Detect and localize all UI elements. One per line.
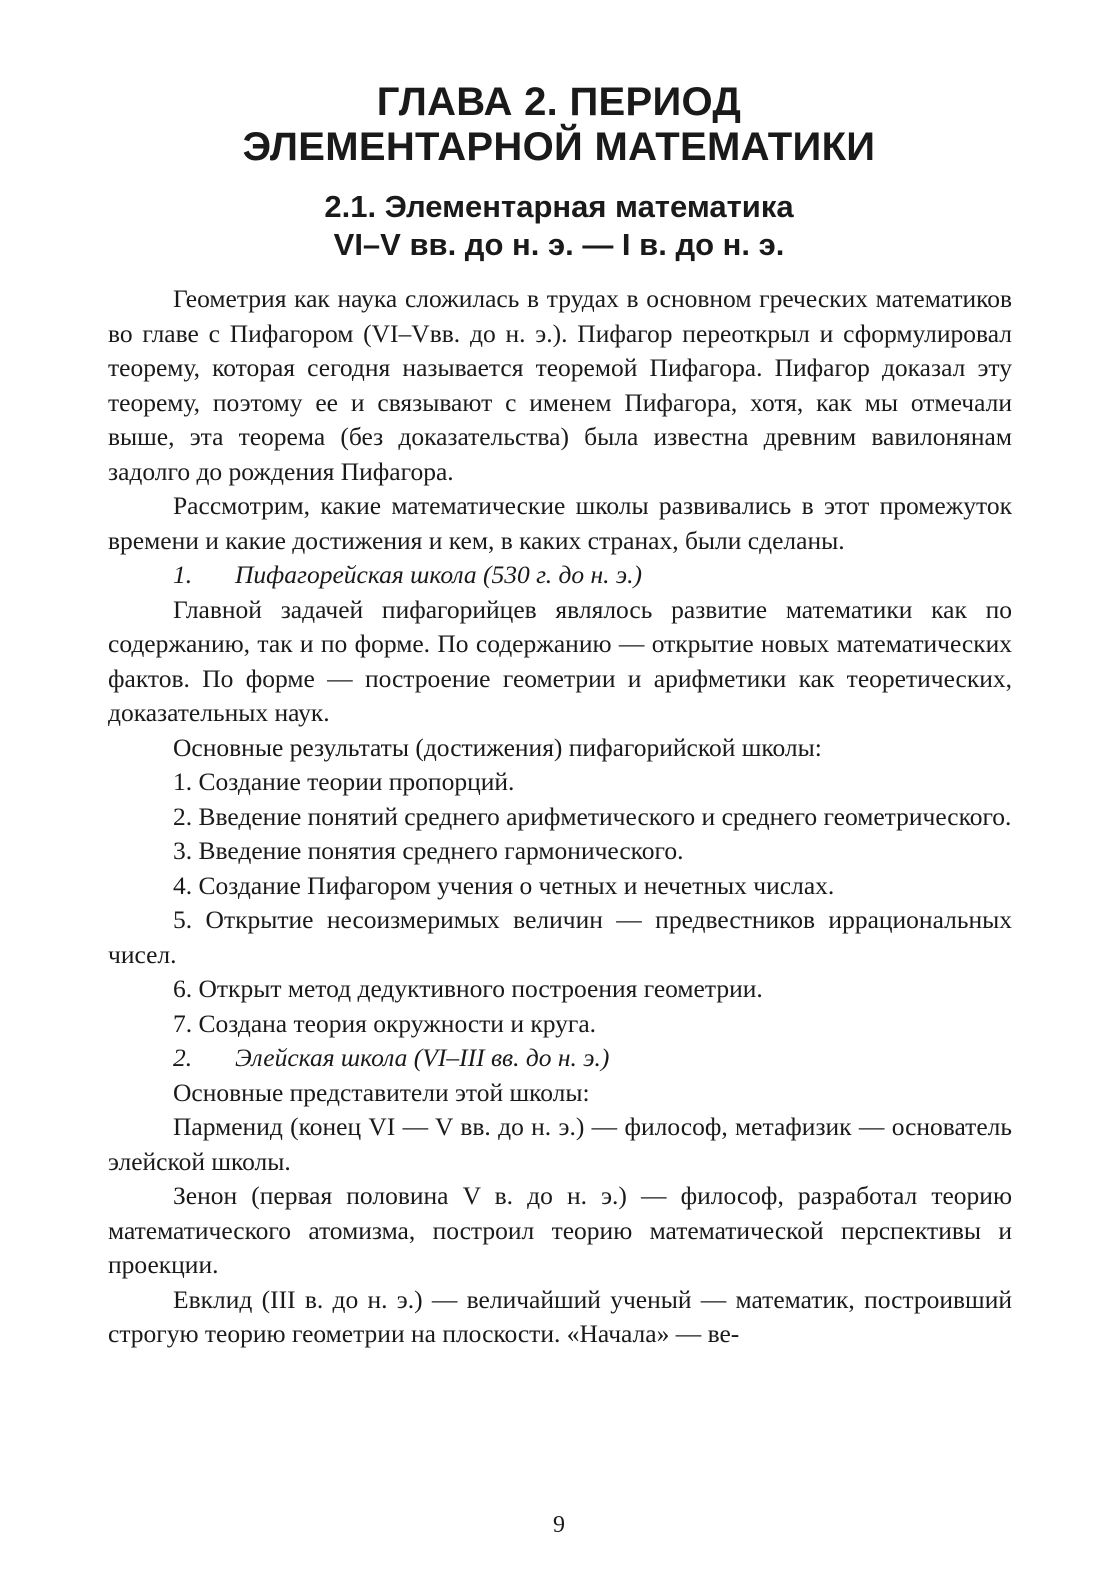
body-text <box>108 282 1012 1352</box>
paragraph-zeno: Зенон (первая половина V в. до н. э.) — философ, разработал теорию математического атомизма, построил теорию математической перспективы и проекции. <box>108 1181 1012 1279</box>
result-item: 4. Создание Пифагором учения о четных и нечетных числах. <box>173 870 835 900</box>
school-number: 1. <box>173 560 193 589</box>
school-name: Элейская школа (VI–III вв. до н. э.) <box>235 1043 610 1072</box>
paragraph-intro: Геометрия как наука сложилась в трудах в основном греческих математиков во главе с Пифагором (VI–Vвв. до н. э.). Пифагор переоткрыл и сформулировал теорему, которая сегодня называется теоремой Пифагора. Пифагор доказал эту теорему, поэтому ее и связывают с именем Пифагора, хотя, как мы отмечали выше, эта теорема (без доказательства) была известна древним вавилонянам задолго до рождения Пифагора. <box>108 284 1012 486</box>
paragraph-eleatic-intro: Основные представители этой школы: <box>173 1077 590 1107</box>
page-number: 9 <box>553 1512 565 1538</box>
school-name: Пифагорейская школа (530 г. до н. э.) <box>235 560 643 589</box>
result-item: 5. Открытие несоизмеримых величин — предвестников иррациональных чисел. <box>108 905 1012 969</box>
section-title-line-2: VI–V вв. до н. э. — I в. до н. э. <box>333 227 785 262</box>
result-item: 6. Открыт метод дедуктивного построения геометрии. <box>173 974 763 1003</box>
school-number: 2. <box>173 1043 193 1072</box>
paragraph-parmenides: Парменид (конец VI — V вв. до н. э.) — философ, метафизик — основатель элейской школы. <box>108 1112 1012 1176</box>
school-heading-eleatic <box>108 1041 1012 1076</box>
paragraph-pythagorean-task: Главной задачей пифагорийцев являлось развитие математики как по содержанию, так и по форме. По содержанию — открытие новых математических фактов. По форме — построение геометрии и арифметики как теоретических, доказательных наук. <box>108 594 1012 727</box>
paragraph-results-intro: Основные результаты (достижения) пифагорийской школы: <box>173 732 822 762</box>
paragraph-euclid: Евклид (III в. до н. э.) — величайший ученый — математик, построивший строгую теорию геометрии на плоскости. «Начала» — ве- <box>108 1284 1012 1348</box>
chapter-title-line-2: ЭЛЕМЕНТАРНОЙ МАТЕМАТИКИ <box>242 125 876 169</box>
result-item: 7. Создана теория окружности и круга. <box>173 1008 597 1038</box>
school-heading-pythagorean <box>108 558 1012 593</box>
result-item: 2. Введение понятий среднего арифметического и среднего геометрического. <box>173 801 1012 831</box>
result-item: 1. Создание теории пропорций. <box>173 767 515 796</box>
section-title <box>0 188 1118 264</box>
chapter-title <box>0 80 1118 170</box>
section-title-line-1: 2.1. Элементарная математика <box>324 189 794 224</box>
paragraph-consider: Рассмотрим, какие математические школы развивались в этот промежуток времени и какие достижения и кем, в каких странах, были сделаны. <box>108 491 1012 555</box>
chapter-title-line-1: ГЛАВА 2. ПЕРИОД <box>376 80 742 124</box>
result-item: 3. Введение понятия среднего гармонического. <box>173 836 684 865</box>
